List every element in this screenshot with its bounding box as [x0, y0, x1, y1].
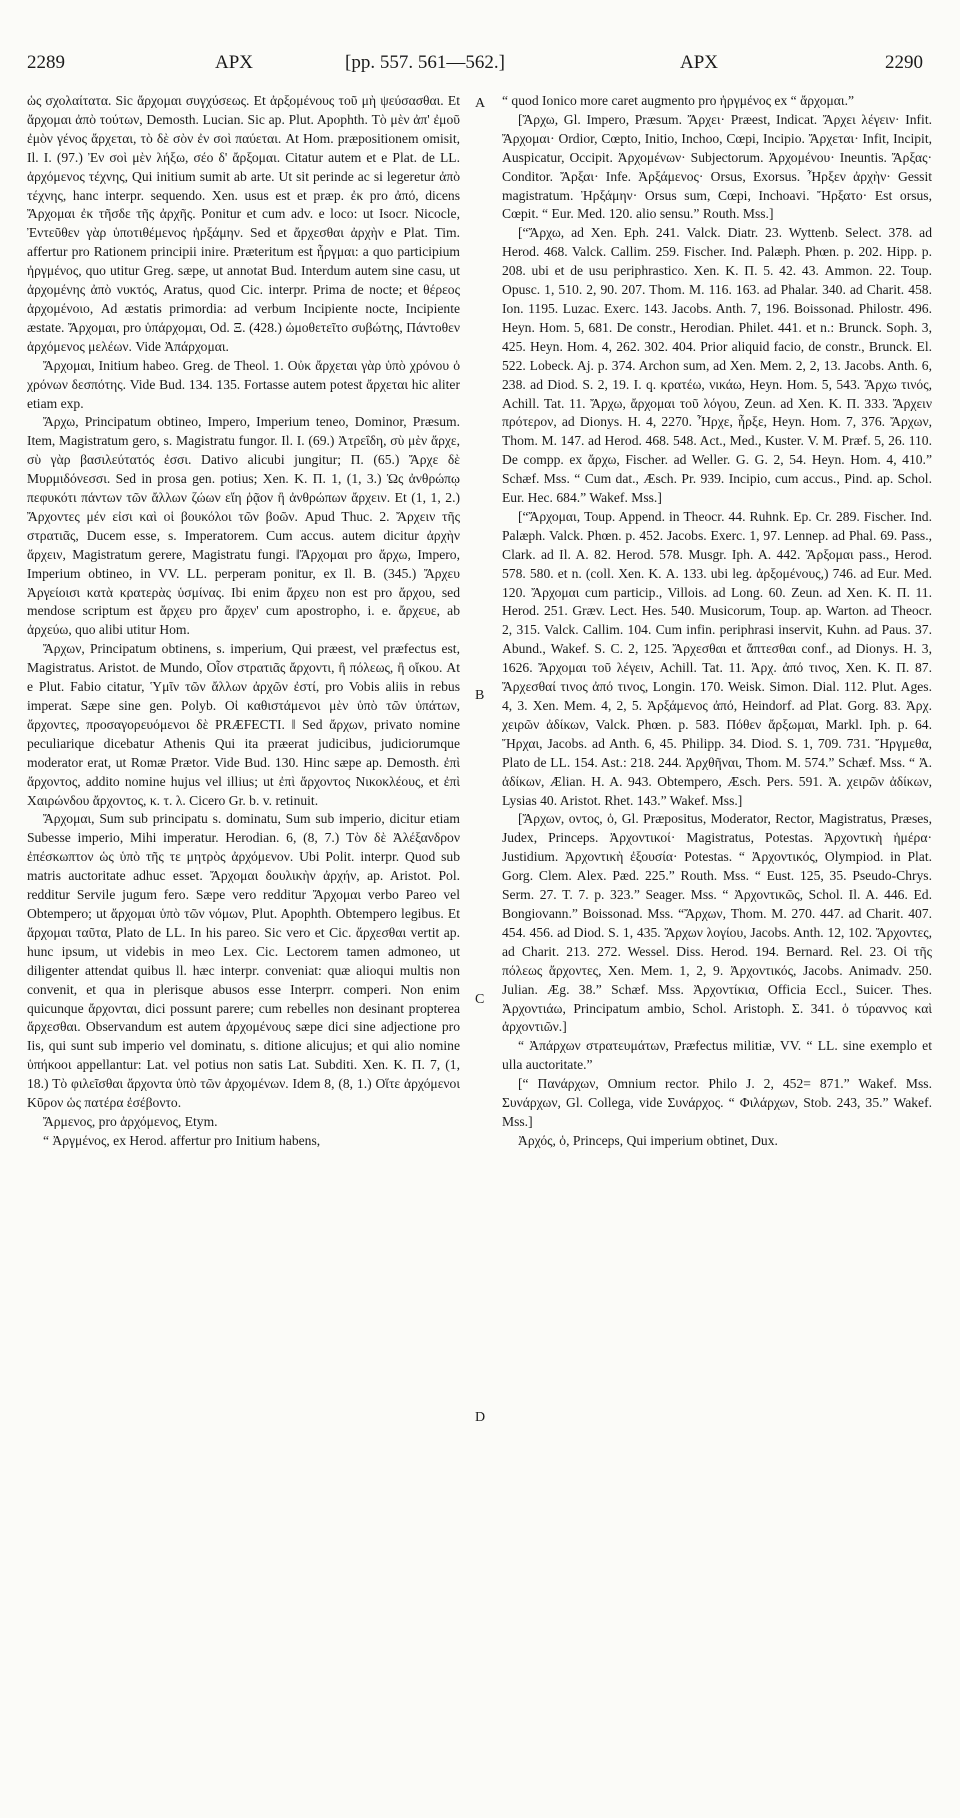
- left-running-title: APX: [215, 52, 254, 73]
- right-running-title: APX: [680, 52, 719, 73]
- entry-paragraph: [“Ἄρχω, ad Xen. Eph. 241. Valck. Diatr. 23. Wyttenb. Select. 378. ad Herod. 468. Valck. Callim. 259. Fischer. Ind. Palæph. Phœn. p. 202. Hipp. p. 208. ubi et de usu periphrastico. Xen. Κ. Π. 5. 42. 43. Ammon. 22. Toup. Opusc. 1, 510. 2, 90. 207. Thom. M. 116. 163. ad Phalar. 340. ad Charit. 458. Ion. 1195. Luzac. Exerc. 143. Jacobs. Anth. 7, 196. Boissonad. Philostr. 496. Heyn. Hom. 5, 681. De constr., Herodian. Philet. 441. et n.: Brunck. Soph. 3, 425. Heyn. Hom. 4, 262. 302. 404. Prior aliquid facio, de constr., Brunck. El. 522. Lobeck. Aj. p. 374. Archon sum, ad Xen. Mem. 2, 2, 13. Jacobs. Anth. 6, 238. ad Diod. S. 2, 19. I. q. κρατέω, νικάω, Heyn. Hom. 5, 543. Ἄρχω τινός, Achill. Tat. 11. Ἄρχω, ἄρχομαι τοῦ λόγου, Zeun. ad Xen. Κ. Π. 333. Ἄρχειν πρότερον, ad Dionys. H. 4, 2270. Ἦρχε, ἦρξε, Heyn. Hom. 7, 376. Ἄρχων, Thom. M. 147. ad Herod. 468. 548. Act., Med., Kuster. V. M. Præf. 5, 26. 110. De compp. ex ἄρχω, Fischer. ad Weller. G. G. 2, 54. Heyn. Hom. 4, 410.” Schæf. Mss. “ Cum dat., Æsch. Pr. 939. Incipio, cum accus., Pind. ap. Schol. Eur. Hec. 684.” Wakef. Mss.]: [502, 225, 932, 506]
- entry-paragraph: ὡς σχολαίτατα. Sic ἄρχομαι συγχύσεως. Et ἀρξομένους τοῦ μὴ ψεύσασθαι. Et ἄρχομαι ἀπὸ τούτων, Demosth. Lucian. Sic ap. Plut. Apophth. Τὸ μὲν ἀπ' ἐμοῦ ἐμὸν γένος ἄρχεται, τὸ δὲ σὸν ἐν σοὶ παύεται. At Hom. præpositionem omisit, Il. I. (97.) Ἐν σοὶ μὲν λήξω, σέο δ' ἄρξομαι. Citatur autem et e Plat. de LL. ἀρχόμενος τέχνης, Qui initium sumit ab arte. Ut sit perinde ac si legeretur ἀπὸ τέχνης, hanc interpr. sequendo. Xen. usus est et præp. ἐκ pro ἀπό, dicens Ἄρχομαι ἐκ τῆσδε τῆς ἀρχῆς. Ponitur et cum adv. e loco: ut Isocr. Nicocle, Ἐντεῦθεν γὰρ ὑποτιθέμενος ἠρξάμην. Sed et ἄρχεσθαι ἀρχὴν e Plat. Tim. affertur pro Rationem principii inire. Præteritum est ἦργμαι: a quo participium ἠργμένος, quo utitur Greg. sæpe, ut annotat Bud. Interdum autem sine casu, ut ἀρχομένης ἀπὸ νυκτός, Aratus, quod Cic. interpr. Prima de nocte; et θέρεος ἀρχομένοιο, Ad æstatis primordia: ad verbum Incipiente nocte, Incipiente æstate. Ἄρχομαι, pro ὑπάρχομαι, Od. Ξ. (428.) ὠμοθετεῖτο συβώτης, Πάντοθεν ἀρχόμενος μελέων. Vide Ἀπάρχομαι.: [27, 93, 460, 354]
- entry-paragraph: “ Ἀπάρχων στρατευμάτων, Præfectus militiæ, VV. “ LL. sine exemplo et ulla auctoritate.”: [502, 1038, 932, 1073]
- left-page-number: 2289: [27, 52, 65, 73]
- entry-paragraph: “ quod Ionico more caret augmento pro ἠργμένος ex “ ἄρχομαι.”: [502, 93, 855, 108]
- entry-paragraph: Ἄρμενος, pro ἀρχόμενος, Etym.: [43, 1113, 218, 1129]
- page-reference: [pp. 557. 561—562.]: [345, 52, 505, 73]
- entry-paragraph: Ἄρχομαι, Initium habeo. Greg. de Theol. 1. Οὐκ ἄρχεται γὰρ ὑπὸ χρόνου ὁ χρόνων δεσπότης. Vide Bud. 134. 135. Fortasse autem potest ἄρχεται hic aliter etiam exp.: [27, 357, 460, 411]
- entry-paragraph: [Ἄρχων, οντος, ὁ, Gl. Præpositus, Moderator, Rector, Magistratus, Præses, Judex, Princeps. Ἀρχοντικοί· Magistratus, Potestas. Ἀρχοντικὴ ἡμέρα· Justidium. Ἀρχοντικὴ ἐξουσία· Potestas. “ Ἀρχοντικός, Olympiod. in Plat. Gorg. Clem. Alex. Pæd. 225.” Routh. Mss. “ Eust. 125, 35. Pseudo-Chrys. Serm. 27. T. 7. p. 323.” Seager. Mss. “ Ἀρχοντικῶς, Schol. Il. A. 446. Ed. Bongiovann.” Boissonad. Mss. “Ἄρχων, Thom. M. 270. 447. ad Charit. 407. 454. 456. ad Diod. S. 1, 435. Ἄρχων λογίου, Jacobs. Anth. 12, 102. Ἄρχοντες, ad Charit. 213. 272. Wessel. Diss. Herod. 194. Bernard. Rel. 23. Οἱ τῆς πόλεως ἄρχοντες, Xen. Mem. 1, 2, 9. Ἀρχοντικός, Jacobs. Animadv. 250. Julian. Æg. 38.” Schæf. Mss. Ἀρχοντίκια, Officia Eccl., Suicer. Thes. Ἀρχοντιάω, Principatum ambio, Schol. Aristoph. Σ. 341. ὁ τύραννος καὶ ἀρχοντιῶν.]: [502, 811, 932, 1035]
- entry-paragraph: Ἄρχω, Principatum obtineo, Impero, Imperium teneo, Dominor, Præsum. Item, Magistratum gero, s. Magistratu fungor. Il. I. (69.) Ἀτρεΐδη, σὺ μὲν ἄρχε, σὺ γὰρ βασιλεύτατός ἐσσι. Dativo alicubi jungitur; Π. (65.) Ἄρχε δὲ Μυρμιδόνεσσι. Sed in prosa gen. potius; Xen. Κ. Π. 1, (1, 3.) Ὡς ἀνθρώπῳ πεφυκότι πάντων τῶν ἄλλων ζώων εἴη ῥᾷον ἢ ἀνθρώπων ἄρχειν. Et (1, 1, 2.) Ἄρχοντες μέν εἰσι καὶ οἱ βουκόλοι τῶν βοῶν. Apud Thuc. 2. Ἄρχειν τῆς στρατιᾶς, Ducem esse, s. Imperatorem. Cum accus. autem dicitur ἀρχὴν ἄρχειν, Magistratum gerere, Magistratu fungi. ‖Ἄρχομαι pro ἄρχω, Impero, Imperium obtineo, in VV. LL. perperam ponitur, ex Il. B. (345.) Ἄρχευ Ἀργείοισι κατὰ κρατερὰς ὑσμίνας. Ibi enim ἄρχευ non est pro ἄρχου, sed mendose scriptum est ἄρχευ pro ἄρχεν' cum apostropho, i. e. ἄρχευε, ab ἀρχεύω, quo alibi utitur Hom.: [27, 414, 460, 638]
- entry-paragraph: [Ἄρχω, Gl. Impero, Præsum. Ἄρχει· Præest, Indicat. Ἄρχει λέγειν· Infit. Ἄρχομαι· Ordior, Cœpto, Initio, Inchoo, Cœpi, Incipio. Ἄρχεται· Infit, Incipit, Auspicatur, Occipit. Ἀρχομένων· Subjectorum. Ἀρχομένου· Ineuntis. Ἄρξας· Conditor. Ἄρξαι· Infe. Ἀρξάμενος· Orsus, Exorsus. Ἦρξεν ἀρχὴν· Gessit magistratum. Ἠρξάμην· Orsus sum, Cœpi, Inchoavi. Ἤρξατο· Est orsus, Cœpit. “ Eur. Med. 120. alio sensu.” Routh. Mss.]: [502, 111, 932, 222]
- entry-paragraph: Ἀρχός, ὁ, Princeps, Qui imperium obtinet, Dux.: [518, 1132, 778, 1148]
- section-letter-c: C: [475, 992, 485, 1007]
- entry-paragraph: [“ Πανάρχων, Omnium rector. Philo J. 2, 452= 871.” Wakef. Mss. Συνάρχων, Gl. Collega, vide Συνάρχος. “ Φιλάρχων, Stob. 243, 35.” Wakef. Mss.]: [502, 1076, 932, 1129]
- section-letter-b: B: [475, 688, 485, 703]
- entry-paragraph: “ Ἀργμένος, ex Herod. affertur pro Initium habens,: [43, 1132, 321, 1148]
- section-letter-d: D: [475, 1410, 486, 1425]
- entry-paragraph: Ἄρχομαι, Sum sub principatu s. dominatu, Sum sub imperio, dicitur etiam Subesse imperio, Mihi imperatur. Herodian. 6, (8, 7.) Τὸν δὲ Ἀλέξανδρον ἐπέσκωπτον ὡς ὑπὸ τῆς τε μητρὸς ἀρχόμενον. Ubi Polit. interpr. Quod sub matris auctoritate adhuc esset. Ἄρχομαι δουλικὴν ἀρχήν, ap. Aristot. Pol. redditur Servile jugum fero. Sæpe vero redditur Ἄρχομαι verbo Pareo vel Obtempero; ut ἄρχομαι ὑπὸ τῶν νόμων, Plut. Apophth. Obtempero legibus. Et ἄρχομαι ταῦτα, Plato de LL. In his pareo. Sic vero et Cic. ἄρχεσθαι vertit ap. hunc ipsum, ut videbis in meo Lex. Cic. Lectorem tamen admoneo, ut diligenter attendat quibus ll. hæc interpr. conveniat: quæ alioqui multis non convenit, et qua in plerisque abusos esse Interprr. comperi. Non enim quicunque ἄρχονται, dici possunt parere; cum rebelles non desinant propterea ἄρχεσθαι. Observandum est autem ἀρχομένους sæpe dici sine adjectione pro Iis, qui sunt sub imperio vel dominatu, s. ditione alicujus; et qui alio nomine ὑπήκοοι appellantur: Lat. vel potius non satis Lat. Subditi. Xen. Κ. Π. 7, (1, 18.) Τὸ φιλεῖσθαι ἄρχοντα ὑπὸ τῶν ἀρχομένων. Idem 8, (8, 1.) Οἵτε ἀρχόμενοι Κῦρον ὡς πατέρα ἐσέβοντο.: [27, 811, 460, 1111]
- section-letter-a: A: [475, 96, 486, 111]
- entry-paragraph: [“Ἄρχομαι, Toup. Append. in Theocr. 44. Ruhnk. Ep. Cr. 289. Fischer. Ind. Palæph. Valck. Phœn. p. 452. Jacobs. Exerc. 1, 97. Lennep. ad Phal. 69. Pass., Clark. ad Il. A. 82. Herod. 578. Musgr. Iph. A. 442. Ἄρξομαι pass., Herod. 578. 580. et n. (coll. Xen. Κ. A. 133. ubi leg. ἀρξομένους,) 746. ad Eur. Med. 120. Ἄρχομαι cum particip., Villois. ad Long. 60. Zeun. ad Xen. Κ. Π. 11. Herod. 251. Græv. Lect. Hes. 540. Musicorum, Toup. ap. Warton. ad Theocr. 2, 315. Valck. Callim. 104. Cum infin. periphrasi inservit, Kuhn. ad Paus. 37. Abund., Wakef. S. C. 2, 125. Ἄρχεσθαι et ἅπτεσθαι conf., ad Dionys. H. 3, 1626. Ἄρχομαι τοῦ λέγειν, Achill. Tat. 11. Ἀρχ. ἀπό τινος, Xen. Κ. Π. 87. Ἄρχεσθαί τινος ἀπό τινος, Longin. 170. Weisk. Simon. Dial. 112. Plut. Ages. 4, 3. Xen. Mem. 4, 2, 5. Ἀρξάμενος ἀπό, Heindorf. ad Plat. Gorg. 83. Ἀρχ. χειρῶν ἀδίκων, Valck. Phœn. p. 583. Πόθεν ἄρξωμαι, Markl. Iph. p. 64. Ἤρχαι, Jacobs. ad Anth. 6, 45. Philipp. 34. Diod. S. 1, 709. 731. Ἤργμεθα, Plato de LL. 154. Ast.: 218. 244. Ἀρχθῆναι, Thom. M. 574.” Schæf. Mss. “ Ἀ. ἀδίκων, Ælian. H. A. 943. Obtempero, Æsch. Pers. 591. Ἀ. χειρῶν ἀδίκων, Lysias 40. Aristot. Rhet. 143.” Wakef. Mss.]: [502, 508, 932, 808]
- page-header: [0, 52, 960, 82]
- entry-paragraph: Ἄρχων, Principatum obtinens, s. imperium, Qui præest, vel præfectus est, Magistratus. Aristot. de Mundo, Οἷον στρατιᾶς ἄρχοντι, ἢ πόλεως, ἢ οἴκου. At e Plut. Fabio citatur, Ὑμῖν τῶν ἄλλων ἀρχῶν ἐστί, pro Vobis aliis in rebus imperat. Sæpe sine gen. Polyb. Οἱ καθιστάμενοι μὲν ὑπὸ τῶν ὑπάτων, ἄρχοντες, προσαγορευόμενοι δὲ PRÆFECTI. ‖ Sed ἄρχων, privato nomine peculiarique dicebatur Athenis Qui ita præerat judicibus, judiciorumque moderator erat, ut Romæ Prætor. Vide Bud. 130. Hinc sæpe ap. Demosth. ἐπὶ ἄρχοντος, addito nomine hujus vel illius; ut ἐπὶ ἄρχοντος Νικοκλέους, et ἐπὶ Χαιρώνδου ἄρχοντος, κ. τ. λ. Cicero Gr. b. v. retinuit.: [27, 641, 460, 808]
- right-page-number: 2290: [885, 52, 923, 73]
- section-letters: [463, 92, 499, 1792]
- left-column: [27, 92, 460, 1792]
- right-column: [502, 92, 932, 1792]
